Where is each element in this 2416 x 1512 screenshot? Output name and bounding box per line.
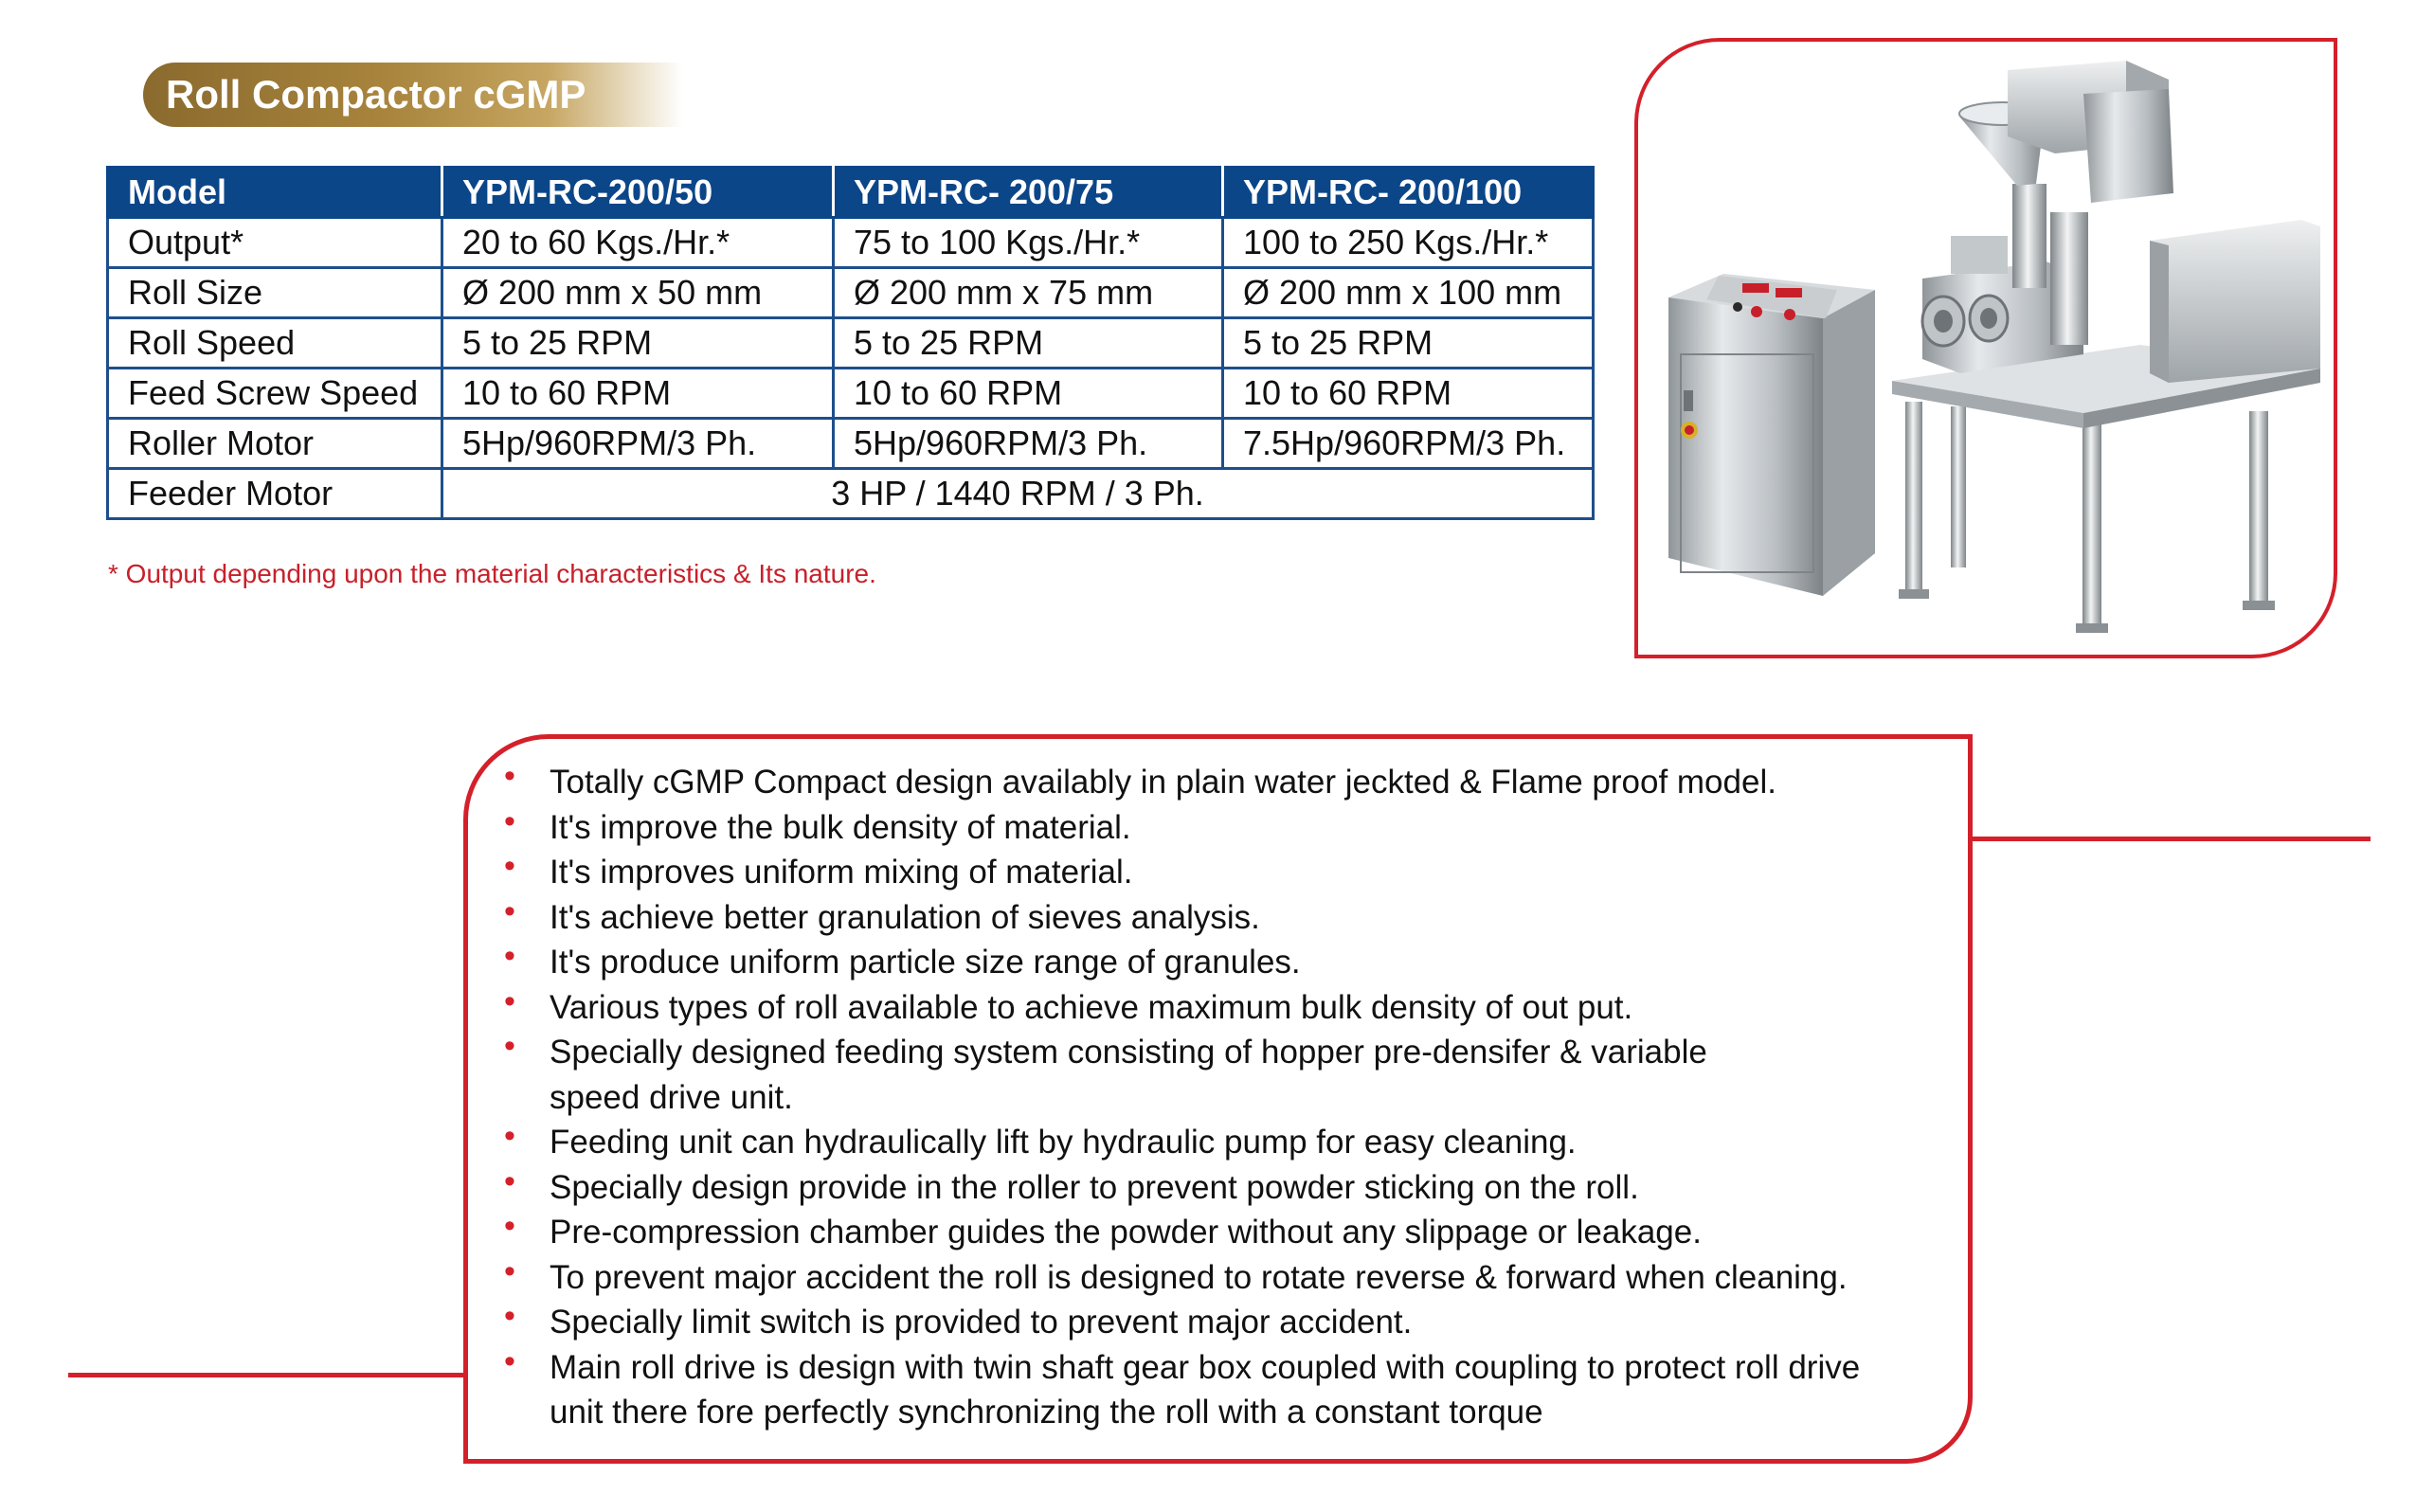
bullet-icon: • xyxy=(504,758,515,794)
feature-item xyxy=(468,940,1968,985)
cell: Ø 200 mm x 100 mm xyxy=(1223,268,1594,318)
cell: 10 to 60 RPM xyxy=(834,369,1223,419)
feature-item xyxy=(468,1030,1968,1120)
feature-item xyxy=(468,850,1968,895)
cell: 5 to 25 RPM xyxy=(834,318,1223,369)
cell: Ø 200 mm x 75 mm xyxy=(834,268,1223,318)
bullet-icon: • xyxy=(504,848,515,884)
bullet-icon: • xyxy=(504,1028,515,1064)
row-label: Roll Size xyxy=(108,268,442,318)
header-model: Model xyxy=(108,168,442,218)
table-row xyxy=(108,369,1594,419)
feature-text: Specially design provide in the roller to prevent powder sticking on the roll. xyxy=(550,1168,1639,1206)
feature-item xyxy=(468,1162,1968,1211)
feature-text: Feeding unit can hydraulically lift by hydraulic pump for easy cleaning. xyxy=(550,1124,1577,1161)
table-row xyxy=(108,318,1594,369)
gearbox-cabinet xyxy=(2150,220,2320,383)
feature-text: It's improves uniform mixing of material. xyxy=(550,854,1133,891)
features-list xyxy=(468,739,1968,1435)
table-row xyxy=(108,218,1594,268)
row-label: Roll Speed xyxy=(108,318,442,369)
bullet-icon: • xyxy=(504,1252,515,1289)
cell: 20 to 60 Kgs./Hr.* xyxy=(442,218,834,268)
row-label: Output* xyxy=(108,218,442,268)
decorative-rule-right xyxy=(1973,837,2371,841)
cell: Ø 200 mm x 50 mm xyxy=(442,268,834,318)
footnote: * Output depending upon the material characteristics & Its nature. xyxy=(108,559,876,588)
cell: 5 to 25 RPM xyxy=(442,318,834,369)
spec-table xyxy=(106,166,1595,520)
features-panel xyxy=(463,734,1973,1464)
cell: 5Hp/960RPM/3 Ph. xyxy=(442,419,834,469)
page-title: Roll Compactor cGMP xyxy=(143,63,683,127)
row-label: Feed Screw Speed xyxy=(108,369,442,419)
feature-item xyxy=(468,1300,1968,1345)
feature-text: Totally cGMP Compact design availably in plain water jeckted & Flame proof model. xyxy=(550,764,1776,801)
spec-header-row xyxy=(108,168,1594,218)
feature-item xyxy=(468,1210,1968,1255)
table-row xyxy=(108,469,1594,519)
bullet-icon: • xyxy=(504,1342,515,1379)
row-label: Feeder Motor xyxy=(108,469,442,519)
header-model-2: YPM-RC- 200/75 xyxy=(834,168,1223,218)
bullet-icon: • xyxy=(504,1162,515,1199)
machine-legs xyxy=(1899,402,2275,633)
bullet-icon: • xyxy=(504,982,515,1019)
feature-item xyxy=(468,1342,1968,1435)
decorative-rule-left xyxy=(68,1373,463,1377)
feature-text: To prevent major accident the roll is designed to rotate reverse & forward when cleaning. xyxy=(550,1258,1848,1296)
feature-item xyxy=(468,802,1968,851)
cell: 100 to 250 Kgs./Hr.* xyxy=(1223,218,1594,268)
feature-text: Specially designed feeding system consisting of hopper pre-densifer & variable speed drive unit. xyxy=(550,1034,1707,1116)
cell: 7.5Hp/960RPM/3 Ph. xyxy=(1223,419,1594,469)
feature-item xyxy=(468,760,1968,805)
cell: 5 to 25 RPM xyxy=(1223,318,1594,369)
header-model-1: YPM-RC-200/50 xyxy=(442,168,834,218)
feature-item xyxy=(468,892,1968,941)
feature-item xyxy=(468,1252,1968,1301)
bullet-icon: • xyxy=(504,1298,515,1334)
bullet-icon: • xyxy=(504,938,515,974)
header-model-3: YPM-RC- 200/100 xyxy=(1223,168,1594,218)
cell: 10 to 60 RPM xyxy=(442,369,834,419)
feature-item xyxy=(468,982,1968,1031)
feature-text: Main roll drive is design with twin shaft gear box coupled with coupling to protect roll drive unit there fore perfectly synchronizing the roll with a constant torque xyxy=(550,1348,1861,1431)
feature-text: It's improve the bulk density of material. xyxy=(550,808,1131,846)
feature-item xyxy=(468,1120,1968,1165)
bullet-icon: • xyxy=(504,1118,515,1154)
merged-cell: 3 HP / 1440 RPM / 3 Ph. xyxy=(442,469,1594,519)
cell: 5Hp/960RPM/3 Ph. xyxy=(834,419,1223,469)
feature-text: It's achieve better granulation of sieves analysis. xyxy=(550,898,1260,936)
machine-photo-frame xyxy=(1634,38,2337,658)
bullet-icon: • xyxy=(504,1208,515,1244)
cell: 10 to 60 RPM xyxy=(1223,369,1594,419)
table-row xyxy=(108,419,1594,469)
feature-text: It's produce uniform particle size range of granules. xyxy=(550,944,1301,981)
feature-text: Pre-compression chamber guides the powder without any slippage or leakage. xyxy=(550,1214,1702,1251)
bullet-icon: • xyxy=(504,892,515,929)
roll-compactor-machine-illustration xyxy=(1638,42,2334,655)
feature-text: Various types of roll available to achieve maximum bulk density of out put. xyxy=(550,988,1633,1026)
row-label: Roller Motor xyxy=(108,419,442,469)
bullet-icon: • xyxy=(504,802,515,839)
feature-text: Specially limit switch is provided to prevent major accident. xyxy=(550,1304,1413,1341)
table-row xyxy=(108,268,1594,318)
cell: 75 to 100 Kgs./Hr.* xyxy=(834,218,1223,268)
control-panel xyxy=(1668,274,1875,596)
